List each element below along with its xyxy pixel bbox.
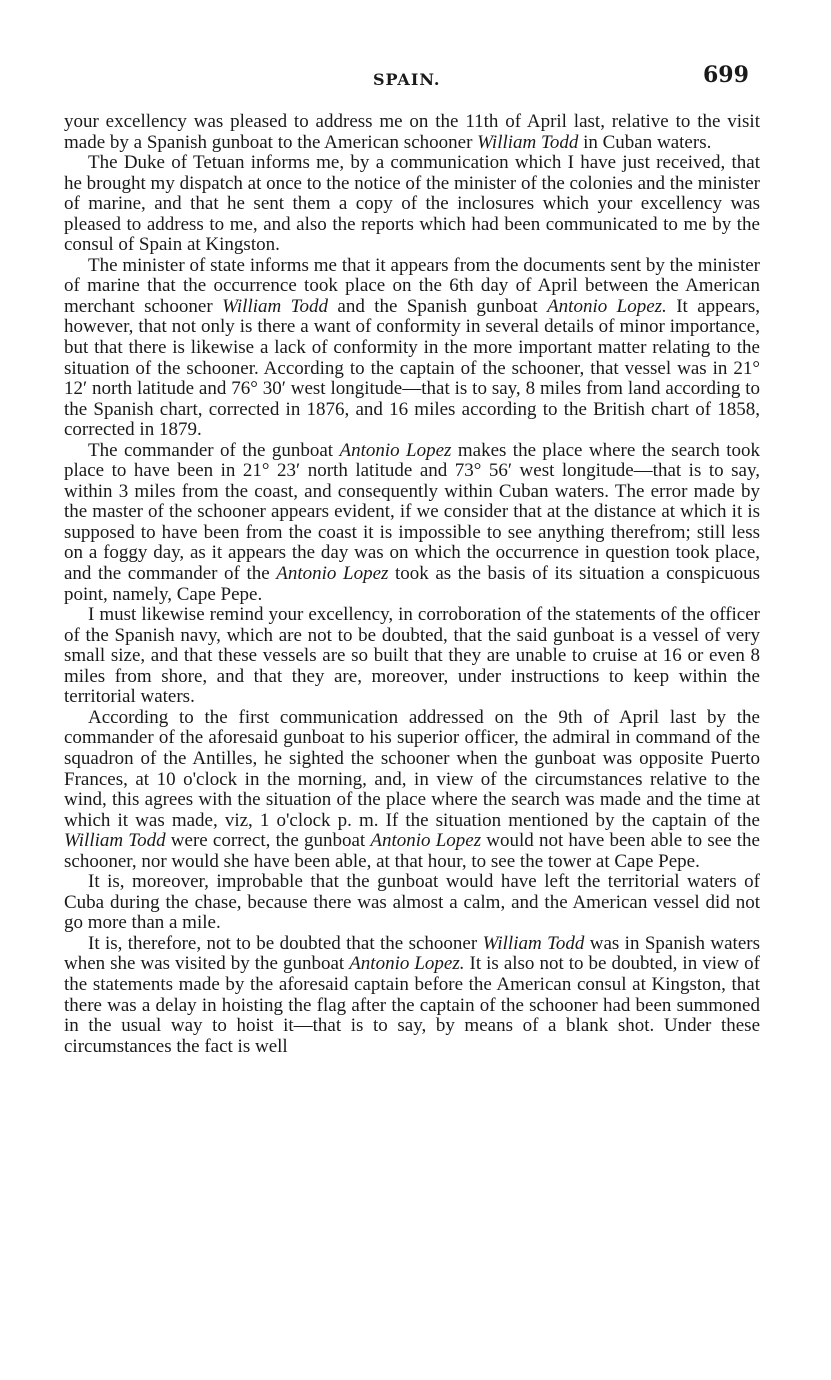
italic-text-run: Antonio Lopez. xyxy=(349,953,465,975)
paragraph xyxy=(64,112,760,153)
running-head: SPAIN. xyxy=(373,70,441,89)
paragraph xyxy=(64,153,760,256)
text-run: your excellency was pleased to address me on the 11th of April last, relative to the visit made by a Spanish gunboat to the American schooner xyxy=(64,111,760,153)
paragraph xyxy=(64,256,760,441)
paragraph xyxy=(64,872,760,934)
text-run: makes the place where the search took place to have been in 21° 23′ north latitude and 73° 56′ west longitude—that is to say, within 3 miles from the coast, and consequently within Cuban waters. The error made by the master of the schooner appears evident, if we consider that at the distance at which it is supposed to have been from the coast it is impossible to see anything therefrom; still less on a foggy day, as it appears the day was on which the occurrence in question took place, and the commander of the xyxy=(64,439,761,585)
page-header xyxy=(0,62,831,94)
text-run: According to the first communication addressed on the 9th of April last by the commander of the aforesaid gunboat to his superior officer, the admiral in command of the squadron of the Antilles, he sighted the schooner when the gunboat was opposite Puerto Frances, at 10 o'clock in the morning, and, in view of the circumstances relative to the wind, this agrees with the situation of the place where the search was made and the time at which it was made, viz, 1 o'clock p. m. If the situation mentioned by the captain of the xyxy=(64,706,760,831)
body-text xyxy=(64,112,760,1057)
paragraph xyxy=(64,441,760,605)
text-run: was in Spanish waters when she was visited by the gunboat xyxy=(64,932,760,975)
text-run: It is, therefore, not to be doubted that the schooner xyxy=(88,932,483,954)
text-run: I must likewise remind your excellency, in corroboration of the statements of the officer of the Spanish navy, which are not to be doubted, that the said gunboat is a vessel of very small size, and that these vessels are so built that they are unable to cruise at 16 or even 8 miles from shore, and that they are, moreover, under instructions to keep within the territorial waters. xyxy=(64,604,760,708)
paragraph xyxy=(64,605,760,708)
paragraph xyxy=(64,934,760,1057)
italic-text-run: William Todd xyxy=(222,295,328,317)
text-run: were correct, the gunboat xyxy=(165,830,371,852)
italic-text-run: Antonio Lopez xyxy=(276,563,389,585)
text-run: took as the basis of its situation a conspicuous point, namely, Cape Pepe. xyxy=(64,563,761,605)
text-run: and the Spanish gunboat xyxy=(327,295,548,317)
text-run: in Cuban waters. xyxy=(578,131,712,153)
page-number: 699 xyxy=(703,62,749,88)
italic-text-run: William Todd xyxy=(64,830,166,852)
text-run: The minister of state informs me that it appears from the documents sent by the minister of marine that the occurrence took place on the 6th day of April between the American merchant schooner xyxy=(64,254,760,317)
italic-text-run: Antonio Lopez xyxy=(339,439,452,461)
text-run: The commander of the gunboat xyxy=(88,439,340,461)
text-run: It is, moreover, improbable that the gunboat would have left the territorial waters of Cuba during the chase, because there was almost a calm, and the American vessel did not go more than a mile. xyxy=(64,871,760,934)
paragraph xyxy=(64,708,760,872)
text-run: The Duke of Tetuan informs me, by a communication which I have just received, that he brought my dispatch at once to the notice of the minister of the colonies and the minister of marine, and that he sent them a copy of the inclosures which your excellency was pleased to address to me, and also the reports which had been communicated to me by the consul of Spain at Kingston. xyxy=(64,152,760,256)
italic-text-run: William Todd xyxy=(477,131,579,153)
italic-text-run: Antonio Lopez. xyxy=(547,295,667,317)
text-run: It appears, however, that not only is there a want of conformity in several details of minor importance, but that there is likewise a lack of conformity in the more important matter relating to the situation of the schooner. According to the captain of the schooner, that vessel was in 21° 12′ north latitude and 76° 30′ west longitude—that is to say, 8 miles from land according to the Spanish chart, corrected in 1876, and 16 miles according to the British chart of 1858, corrected in 1879. xyxy=(64,295,760,441)
text-run: would not have been able to see the schooner, nor would she have been able, at that hour, to see the tower at Cape Pepe. xyxy=(64,830,760,872)
italic-text-run: William Todd xyxy=(482,932,585,954)
italic-text-run: Antonio Lopez xyxy=(370,830,482,852)
text-run: It is also not to be doubted, in view of the statements made by the aforesaid captain before the American consul at Kingston, that there was a delay in hoisting the flag after the captain of the schooner had been summoned in the usual way to hoist it—that is to say, by means of a blank shot. Under these circumstances the fact is well xyxy=(64,953,760,1057)
